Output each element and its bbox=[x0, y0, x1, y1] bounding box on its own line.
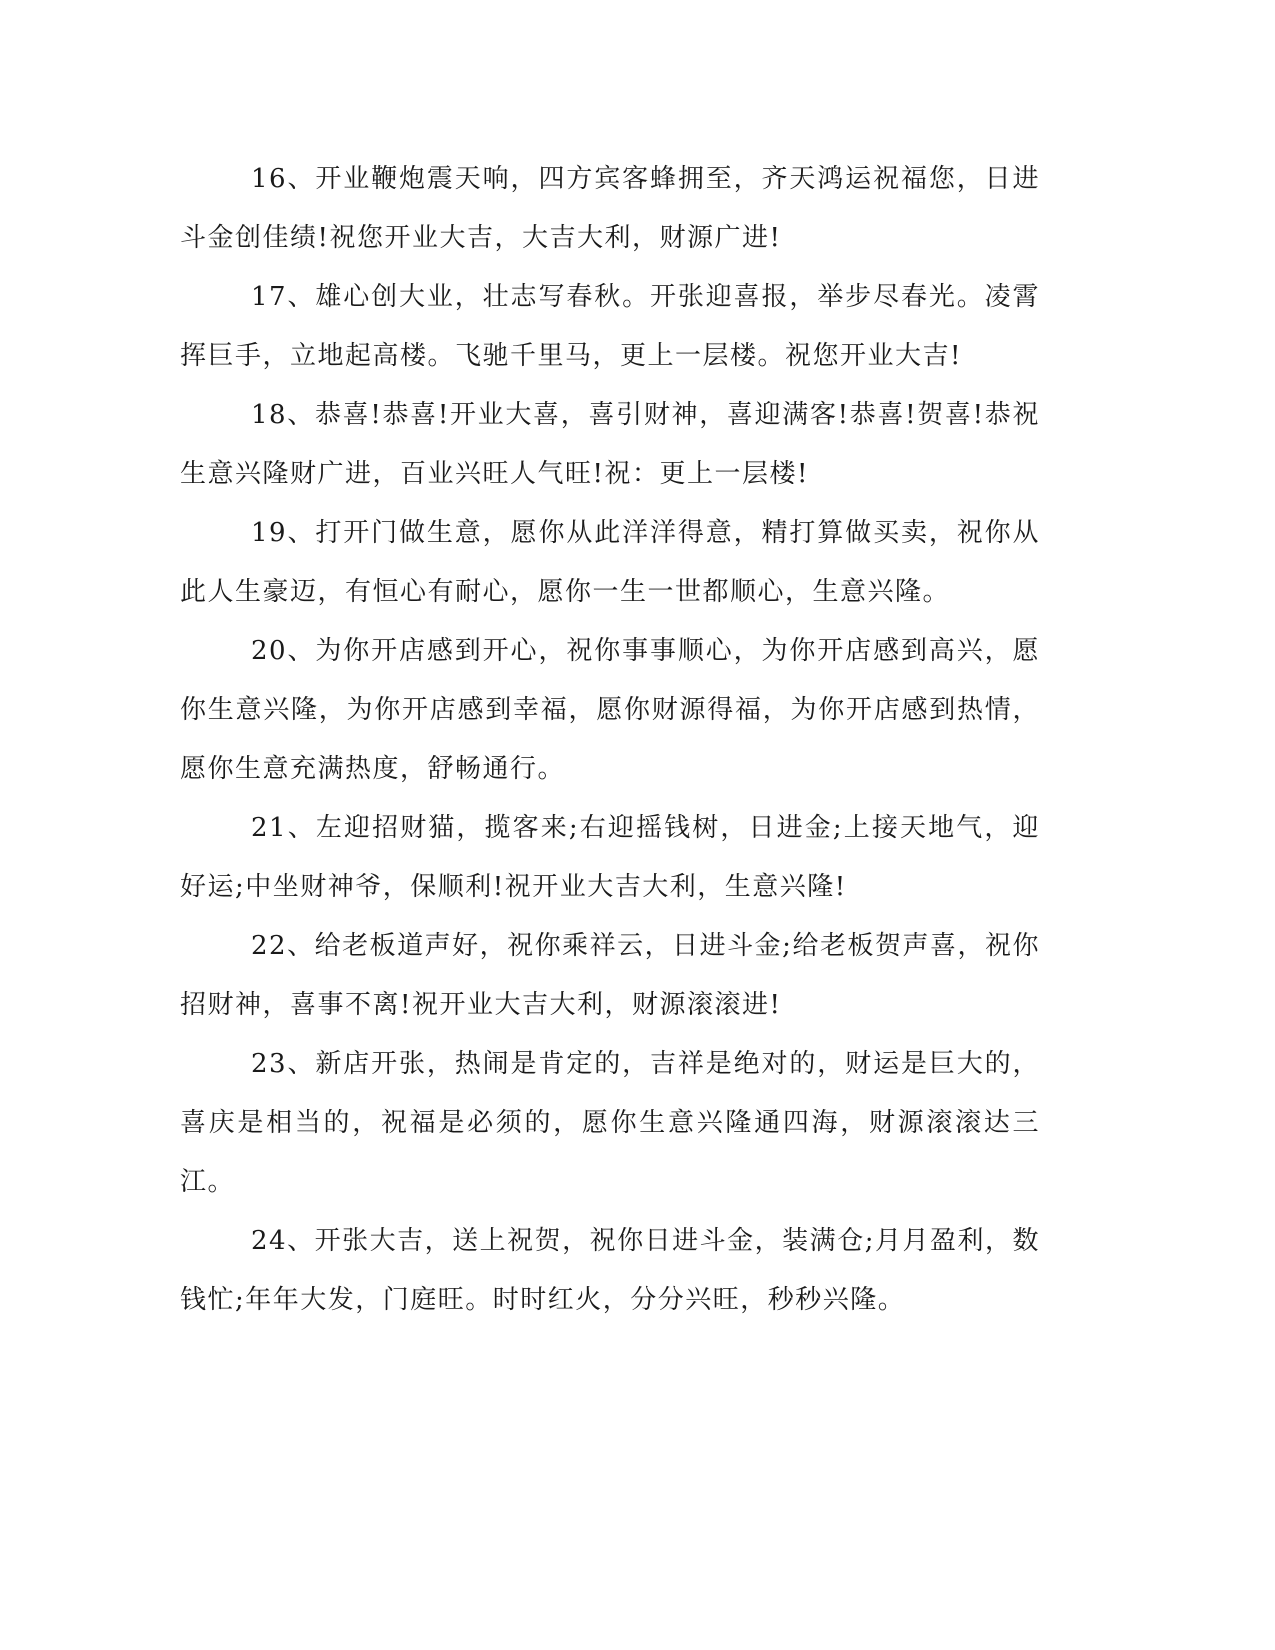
paragraph-20: 20、为你开店感到开心，祝你事事顺心，为你开店感到高兴，愿你生意兴隆，为你开店感到幸福，愿你财源得福，为你开店感到热情，愿你生意充满热度，舒畅通行。 bbox=[180, 636, 1040, 784]
paragraph-17: 17、雄心创大业，壮志写春秋。开张迎喜报，举步尽春光。凌霄挥巨手，立地起高楼。飞驰千里马，更上一层楼。祝您开业大吉! bbox=[180, 282, 1040, 371]
paragraph-22: 22、给老板道声好，祝你乘祥云，日进斗金;给老板贺声喜，祝你招财神，喜事不离!祝开业大吉大利，财源滚滚进! bbox=[180, 931, 1040, 1020]
paragraph-19: 19、打开门做生意，愿你从此洋洋得意，精打算做买卖，祝你从此人生豪迈，有恒心有耐心，愿你一生一世都顺心，生意兴隆。 bbox=[180, 518, 1040, 607]
paragraph-18: 18、恭喜!恭喜!开业大喜，喜引财神，喜迎满客!恭喜!贺喜!恭祝生意兴隆财广进，百业兴旺人气旺!祝：更上一层楼! bbox=[180, 400, 1040, 489]
document-page bbox=[180, 150, 1040, 1330]
paragraph-24: 24、开张大吉，送上祝贺，祝你日进斗金，装满仓;月月盈利，数钱忙;年年大发，门庭旺。时时红火，分分兴旺，秒秒兴隆。 bbox=[180, 1226, 1040, 1315]
paragraph-16: 16、开业鞭炮震天响，四方宾客蜂拥至，齐天鸿运祝福您，日进斗金创佳绩!祝您开业大吉，大吉大利，财源广进! bbox=[180, 164, 1040, 253]
paragraph-21: 21、左迎招财猫，揽客来;右迎摇钱树，日进金;上接天地气，迎好运;中坐财神爷，保顺利!祝开业大吉大利，生意兴隆! bbox=[180, 813, 1040, 902]
paragraph-23: 23、新店开张，热闹是肯定的，吉祥是绝对的，财运是巨大的，喜庆是相当的，祝福是必须的，愿你生意兴隆通四海，财源滚滚达三江。 bbox=[180, 1049, 1040, 1197]
